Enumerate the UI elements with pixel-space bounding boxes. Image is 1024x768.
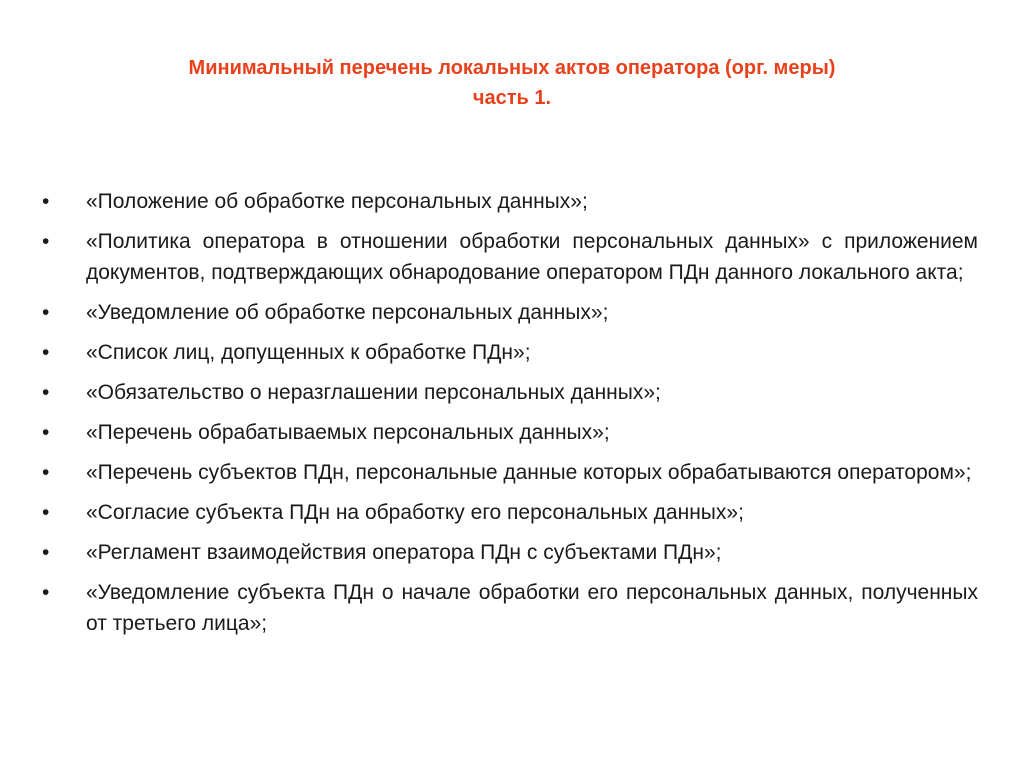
bullet-icon: • (42, 581, 50, 604)
list-item (40, 377, 978, 408)
bullet-icon: • (42, 301, 50, 324)
bullet-list (40, 186, 978, 648)
list-item-text: «Список лиц, допущенных к обработке ПДн»; (86, 341, 531, 364)
list-item-text: «Политика оператора в отношении обработки персональных данных» с приложением документов, подтверждающих обнародование оператором ПДн данного локального акта; (86, 230, 978, 284)
list-item (40, 497, 978, 528)
list-item (40, 337, 978, 368)
slide-title (60, 53, 964, 113)
list-item-text: «Уведомление об обработке персональных данных»; (86, 301, 609, 324)
bullet-icon: • (42, 341, 50, 364)
bullet-icon: • (42, 421, 50, 444)
bullet-icon: • (42, 230, 50, 253)
list-item-text: «Положение об обработке персональных данных»; (86, 190, 588, 213)
list-item (40, 297, 978, 328)
bullet-icon: • (42, 381, 50, 404)
bullet-icon: • (42, 190, 50, 213)
list-item (40, 537, 978, 568)
list-item (40, 417, 978, 448)
list-item (40, 457, 978, 488)
list-item-text: «Регламент взаимодействия оператора ПДн с субъектами ПДн»; (86, 541, 722, 564)
bullet-icon: • (42, 501, 50, 524)
list-item-text: «Уведомление субъекта ПДн о начале обработки его персональных данных, полученных от третьего лица»; (86, 581, 978, 635)
list-item-text: «Перечень субъектов ПДн, персональные данные которых обрабатываются оператором»; (86, 461, 972, 484)
list-item-text: «Перечень обрабатываемых персональных данных»; (86, 421, 610, 444)
slide-title-line-1: Минимальный перечень локальных актов оператора (орг. меры) (188, 57, 836, 79)
bullet-icon: • (42, 541, 50, 564)
list-item-text: «Обязательство о неразглашении персональных данных»; (86, 381, 661, 404)
list-item (40, 577, 978, 639)
bullet-icon: • (42, 461, 50, 484)
list-item (40, 186, 978, 217)
list-item-text: «Согласие субъекта ПДн на обработку его персональных данных»; (86, 501, 744, 524)
list-item (40, 226, 978, 288)
slide-title-line-2: часть 1. (472, 87, 552, 109)
